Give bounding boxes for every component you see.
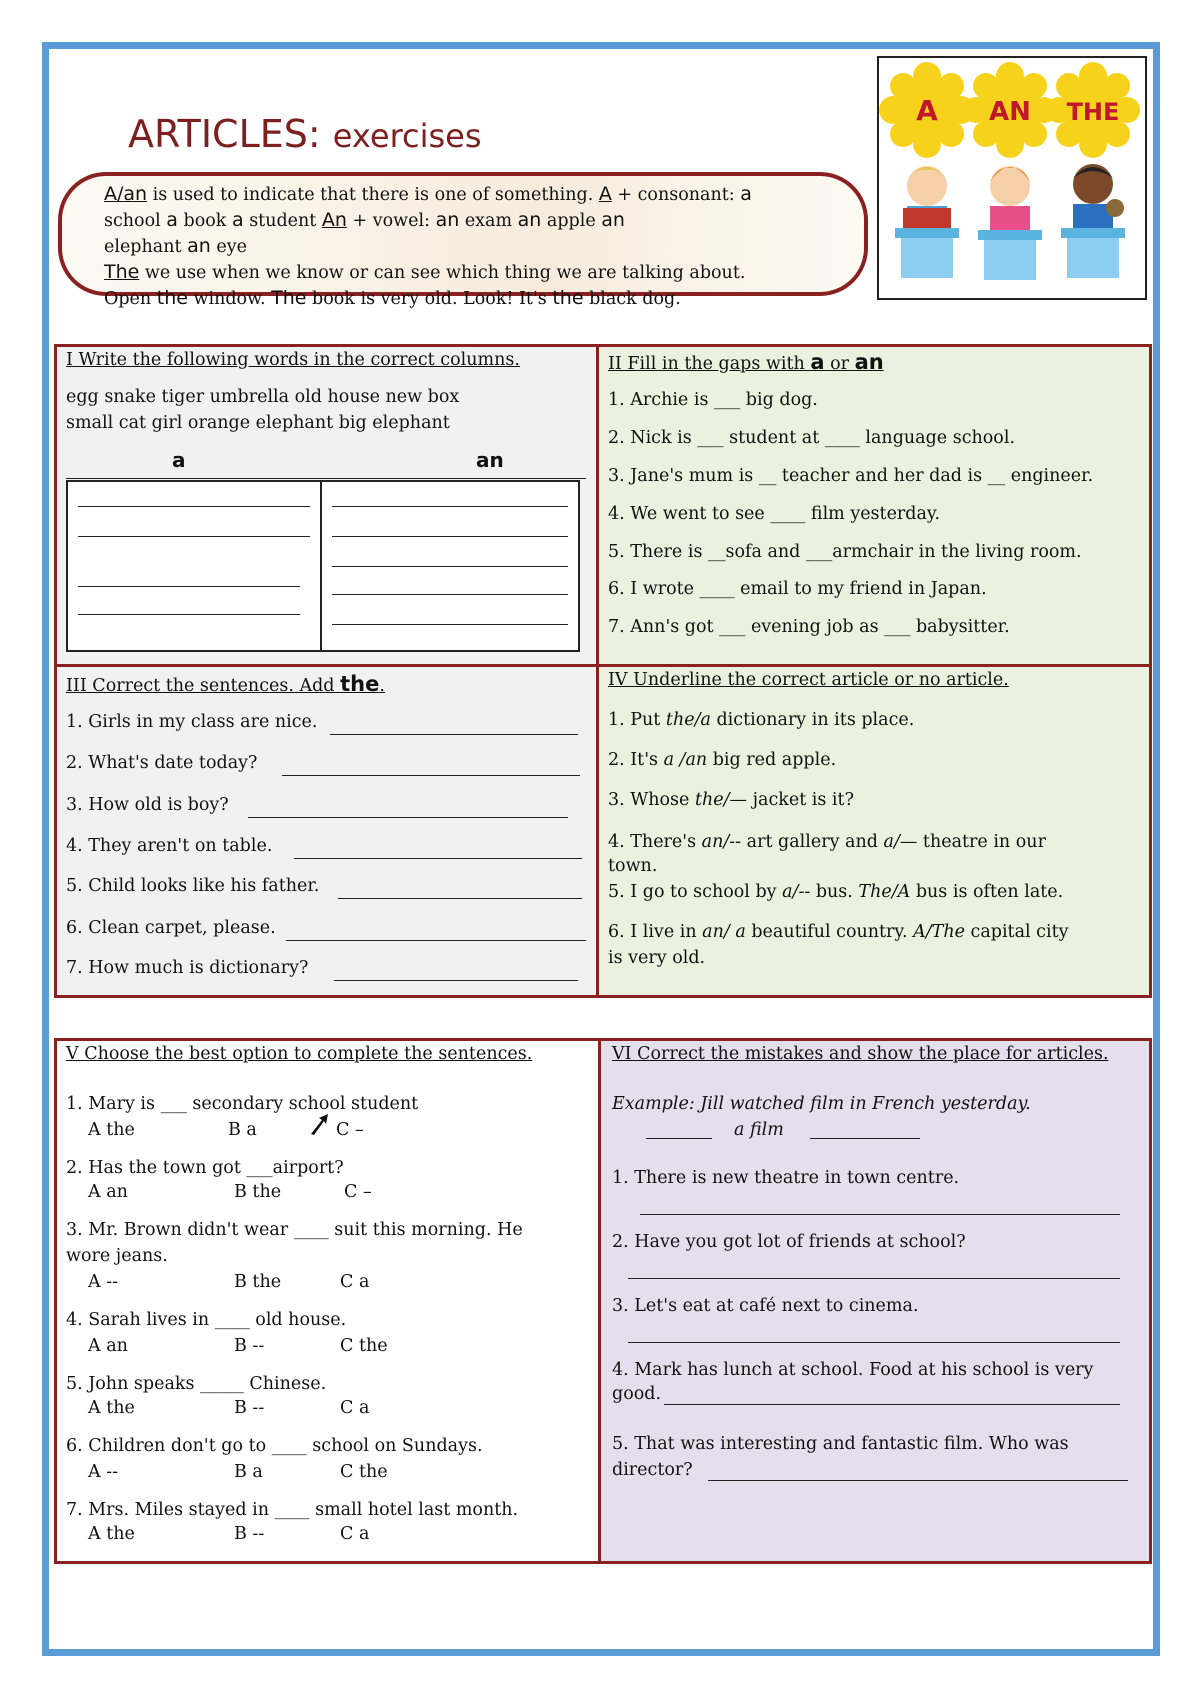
answer-line[interactable] bbox=[640, 1214, 1120, 1215]
child-icon bbox=[903, 166, 951, 230]
answer-line[interactable] bbox=[338, 898, 582, 899]
arrow-icon bbox=[308, 1112, 330, 1136]
option-c[interactable]: C – bbox=[336, 1120, 364, 1140]
underline-item: 6. I live in an/ a beautiful country. A/The capital city bbox=[608, 922, 1069, 942]
mistake-item: 3. Let's eat at café next to cinema. bbox=[612, 1296, 919, 1316]
section-1-heading: I Write the following words in the correct columns. bbox=[66, 350, 520, 370]
fill-gap-item: 1. Archie is ___ big dog. bbox=[608, 390, 818, 410]
underline-item-continued: is very old. bbox=[608, 948, 706, 968]
fill-gap-item: 4. We went to see ____ film yesterday. bbox=[608, 504, 941, 524]
option-c[interactable]: C a bbox=[340, 1524, 370, 1544]
option-a[interactable]: A -- bbox=[88, 1462, 119, 1482]
answer-line[interactable] bbox=[286, 940, 586, 941]
option-c[interactable]: C the bbox=[340, 1336, 388, 1356]
section-6-heading: VI Correct the mistakes and show the place for articles. bbox=[612, 1044, 1109, 1064]
option-c[interactable]: C – bbox=[344, 1182, 372, 1202]
underline-item: 3. Whose the/— jacket is it? bbox=[608, 790, 854, 810]
flower-icon bbox=[963, 62, 1057, 158]
column-a-header: a bbox=[172, 448, 186, 472]
label-an: AN bbox=[989, 97, 1031, 127]
mistake-item: 5. That was interesting and fantastic film. Who was bbox=[612, 1434, 1069, 1454]
option-c[interactable]: C a bbox=[340, 1398, 370, 1418]
choice-question: 4. Sarah lives in ____ old house. bbox=[66, 1310, 347, 1330]
option-b[interactable]: B -- bbox=[234, 1336, 265, 1356]
underline-item: 5. I go to school by a/-- bus. The/A bus is often late. bbox=[608, 882, 1064, 902]
underline-item: 2. It's a /an big red apple. bbox=[608, 750, 837, 770]
option-b[interactable]: B -- bbox=[234, 1524, 265, 1544]
articles-illustration bbox=[877, 56, 1147, 300]
correct-sentence-item: 7. How much is dictionary? bbox=[66, 958, 309, 978]
answer-line[interactable] bbox=[294, 858, 582, 859]
fill-gap-item: 7. Ann's got ___ evening job as ___ babysitter. bbox=[608, 617, 1010, 637]
answer-line-a[interactable] bbox=[78, 614, 300, 615]
underline-item-continued: town. bbox=[608, 856, 658, 876]
option-b[interactable]: B the bbox=[234, 1182, 282, 1202]
section-4-heading: IV Underline the correct article or no article. bbox=[608, 670, 1009, 690]
example-correction: a film bbox=[734, 1120, 784, 1140]
choice-question-continued: wore jeans. bbox=[66, 1246, 168, 1266]
option-b[interactable]: B a bbox=[234, 1462, 263, 1482]
option-a[interactable]: A the bbox=[88, 1398, 135, 1418]
rule-line-2: school a book a student An + vowel: an exam an apple an bbox=[104, 209, 625, 231]
mistake-item: 2. Have you got lot of friends at school? bbox=[612, 1232, 966, 1252]
flower-icon bbox=[879, 62, 975, 158]
choice-question: 7. Mrs. Miles stayed in ____ small hotel last month. bbox=[66, 1500, 519, 1520]
answer-line[interactable] bbox=[708, 1480, 1128, 1481]
flower-icon bbox=[1046, 62, 1140, 158]
answer-line-an[interactable] bbox=[332, 624, 568, 625]
option-b[interactable]: B the bbox=[234, 1272, 282, 1292]
option-a[interactable]: A -- bbox=[88, 1272, 119, 1292]
option-b[interactable]: B a bbox=[228, 1120, 257, 1140]
section-3-heading: III Correct the sentences. Add the. bbox=[66, 672, 385, 696]
correct-sentence-item: 2. What's date today? bbox=[66, 753, 258, 773]
choice-question: 3. Mr. Brown didn't wear ____ suit this morning. He bbox=[66, 1220, 523, 1240]
title-main: ARTICLES: bbox=[128, 112, 321, 156]
section-2-heading: II Fill in the gaps with a or an bbox=[608, 350, 884, 374]
column-divider bbox=[320, 480, 322, 652]
desk-icon bbox=[895, 228, 1125, 280]
mistake-item-continued: good. bbox=[612, 1384, 662, 1404]
answer-line-an[interactable] bbox=[332, 506, 568, 507]
choice-question: 2. Has the town got ___airport? bbox=[66, 1158, 344, 1178]
rule-line-1: A/an is used to indicate that there is one of something. A + consonant: a bbox=[104, 183, 752, 205]
child-icon bbox=[1073, 164, 1124, 228]
child-icon bbox=[990, 166, 1030, 230]
choice-question: 1. Mary is ___ secondary school student bbox=[66, 1094, 419, 1114]
title-sub: exercises bbox=[332, 117, 482, 155]
word-list-line-2: small cat girl orange elephant big elephant bbox=[66, 413, 450, 433]
option-a[interactable]: A an bbox=[88, 1336, 128, 1356]
correct-sentence-item: 3. How old is boy? bbox=[66, 795, 229, 815]
fill-gap-item: 2. Nick is ___ student at ____ language school. bbox=[608, 428, 1016, 448]
label-a: A bbox=[916, 94, 938, 127]
example-sentence: Example: Jill watched film in French yesterday. bbox=[612, 1094, 1031, 1114]
answer-line-an[interactable] bbox=[332, 566, 568, 567]
option-a[interactable]: A the bbox=[88, 1120, 135, 1140]
underline-item: 1. Put the/a dictionary in its place. bbox=[608, 710, 915, 730]
example-blank bbox=[646, 1138, 712, 1139]
answer-line-a[interactable] bbox=[78, 586, 300, 587]
answer-line[interactable] bbox=[628, 1342, 1120, 1343]
rule-line-5: Open the window. The book is very old. Look! It's the black dog. bbox=[104, 287, 681, 309]
header-rule bbox=[66, 478, 586, 479]
answer-line-an[interactable] bbox=[332, 594, 568, 595]
answer-line[interactable] bbox=[628, 1278, 1120, 1279]
option-b[interactable]: B -- bbox=[234, 1398, 265, 1418]
column-an-header: an bbox=[476, 448, 504, 472]
fill-gap-item: 5. There is __sofa and ___armchair in the living room. bbox=[608, 542, 1082, 562]
answer-line[interactable] bbox=[248, 817, 568, 818]
underline-item: 4. There's an/-- art gallery and a/— theatre in our bbox=[608, 832, 1046, 852]
option-a[interactable]: A the bbox=[88, 1524, 135, 1544]
option-c[interactable]: C the bbox=[340, 1462, 388, 1482]
fill-gap-item: 6. I wrote ____ email to my friend in Japan. bbox=[608, 579, 987, 599]
word-list-line-1: egg snake tiger umbrella old house new box bbox=[66, 387, 460, 407]
label-the: THE bbox=[1066, 98, 1120, 126]
option-a[interactable]: A an bbox=[88, 1182, 128, 1202]
correct-sentence-item: 4. They aren't on table. bbox=[66, 836, 273, 856]
answer-line[interactable] bbox=[282, 775, 580, 776]
answer-line[interactable] bbox=[334, 980, 578, 981]
rule-line-3: elephant an eye bbox=[104, 235, 247, 257]
answer-line[interactable] bbox=[330, 734, 578, 735]
correct-sentence-item: 1. Girls in my class are nice. bbox=[66, 712, 318, 732]
answer-line[interactable] bbox=[664, 1404, 1120, 1405]
option-c[interactable]: C a bbox=[340, 1272, 370, 1292]
fill-gap-item: 3. Jane's mum is __ teacher and her dad is __ engineer. bbox=[608, 466, 1094, 486]
choice-question: 5. John speaks _____ Chinese. bbox=[66, 1374, 327, 1394]
mistake-item: 4. Mark has lunch at school. Food at his school is very bbox=[612, 1360, 1094, 1380]
page-title bbox=[128, 112, 482, 156]
answer-line-a[interactable] bbox=[78, 506, 310, 507]
choice-question: 6. Children don't go to ____ school on Sundays. bbox=[66, 1436, 483, 1456]
answer-line-an[interactable] bbox=[332, 536, 568, 537]
mistake-item: 1. There is new theatre in town centre. bbox=[612, 1168, 960, 1188]
example-blank bbox=[810, 1138, 920, 1139]
rule-line-4: The we use when we know or can see which thing we are talking about. bbox=[104, 261, 746, 283]
correct-sentence-item: 6. Clean carpet, please. bbox=[66, 918, 276, 938]
section-5-heading: V Choose the best option to complete the sentences. bbox=[66, 1044, 533, 1064]
correct-sentence-item: 5. Child looks like his father. bbox=[66, 876, 320, 896]
answer-line-a[interactable] bbox=[78, 536, 310, 537]
mistake-item-continued: director? bbox=[612, 1460, 693, 1480]
